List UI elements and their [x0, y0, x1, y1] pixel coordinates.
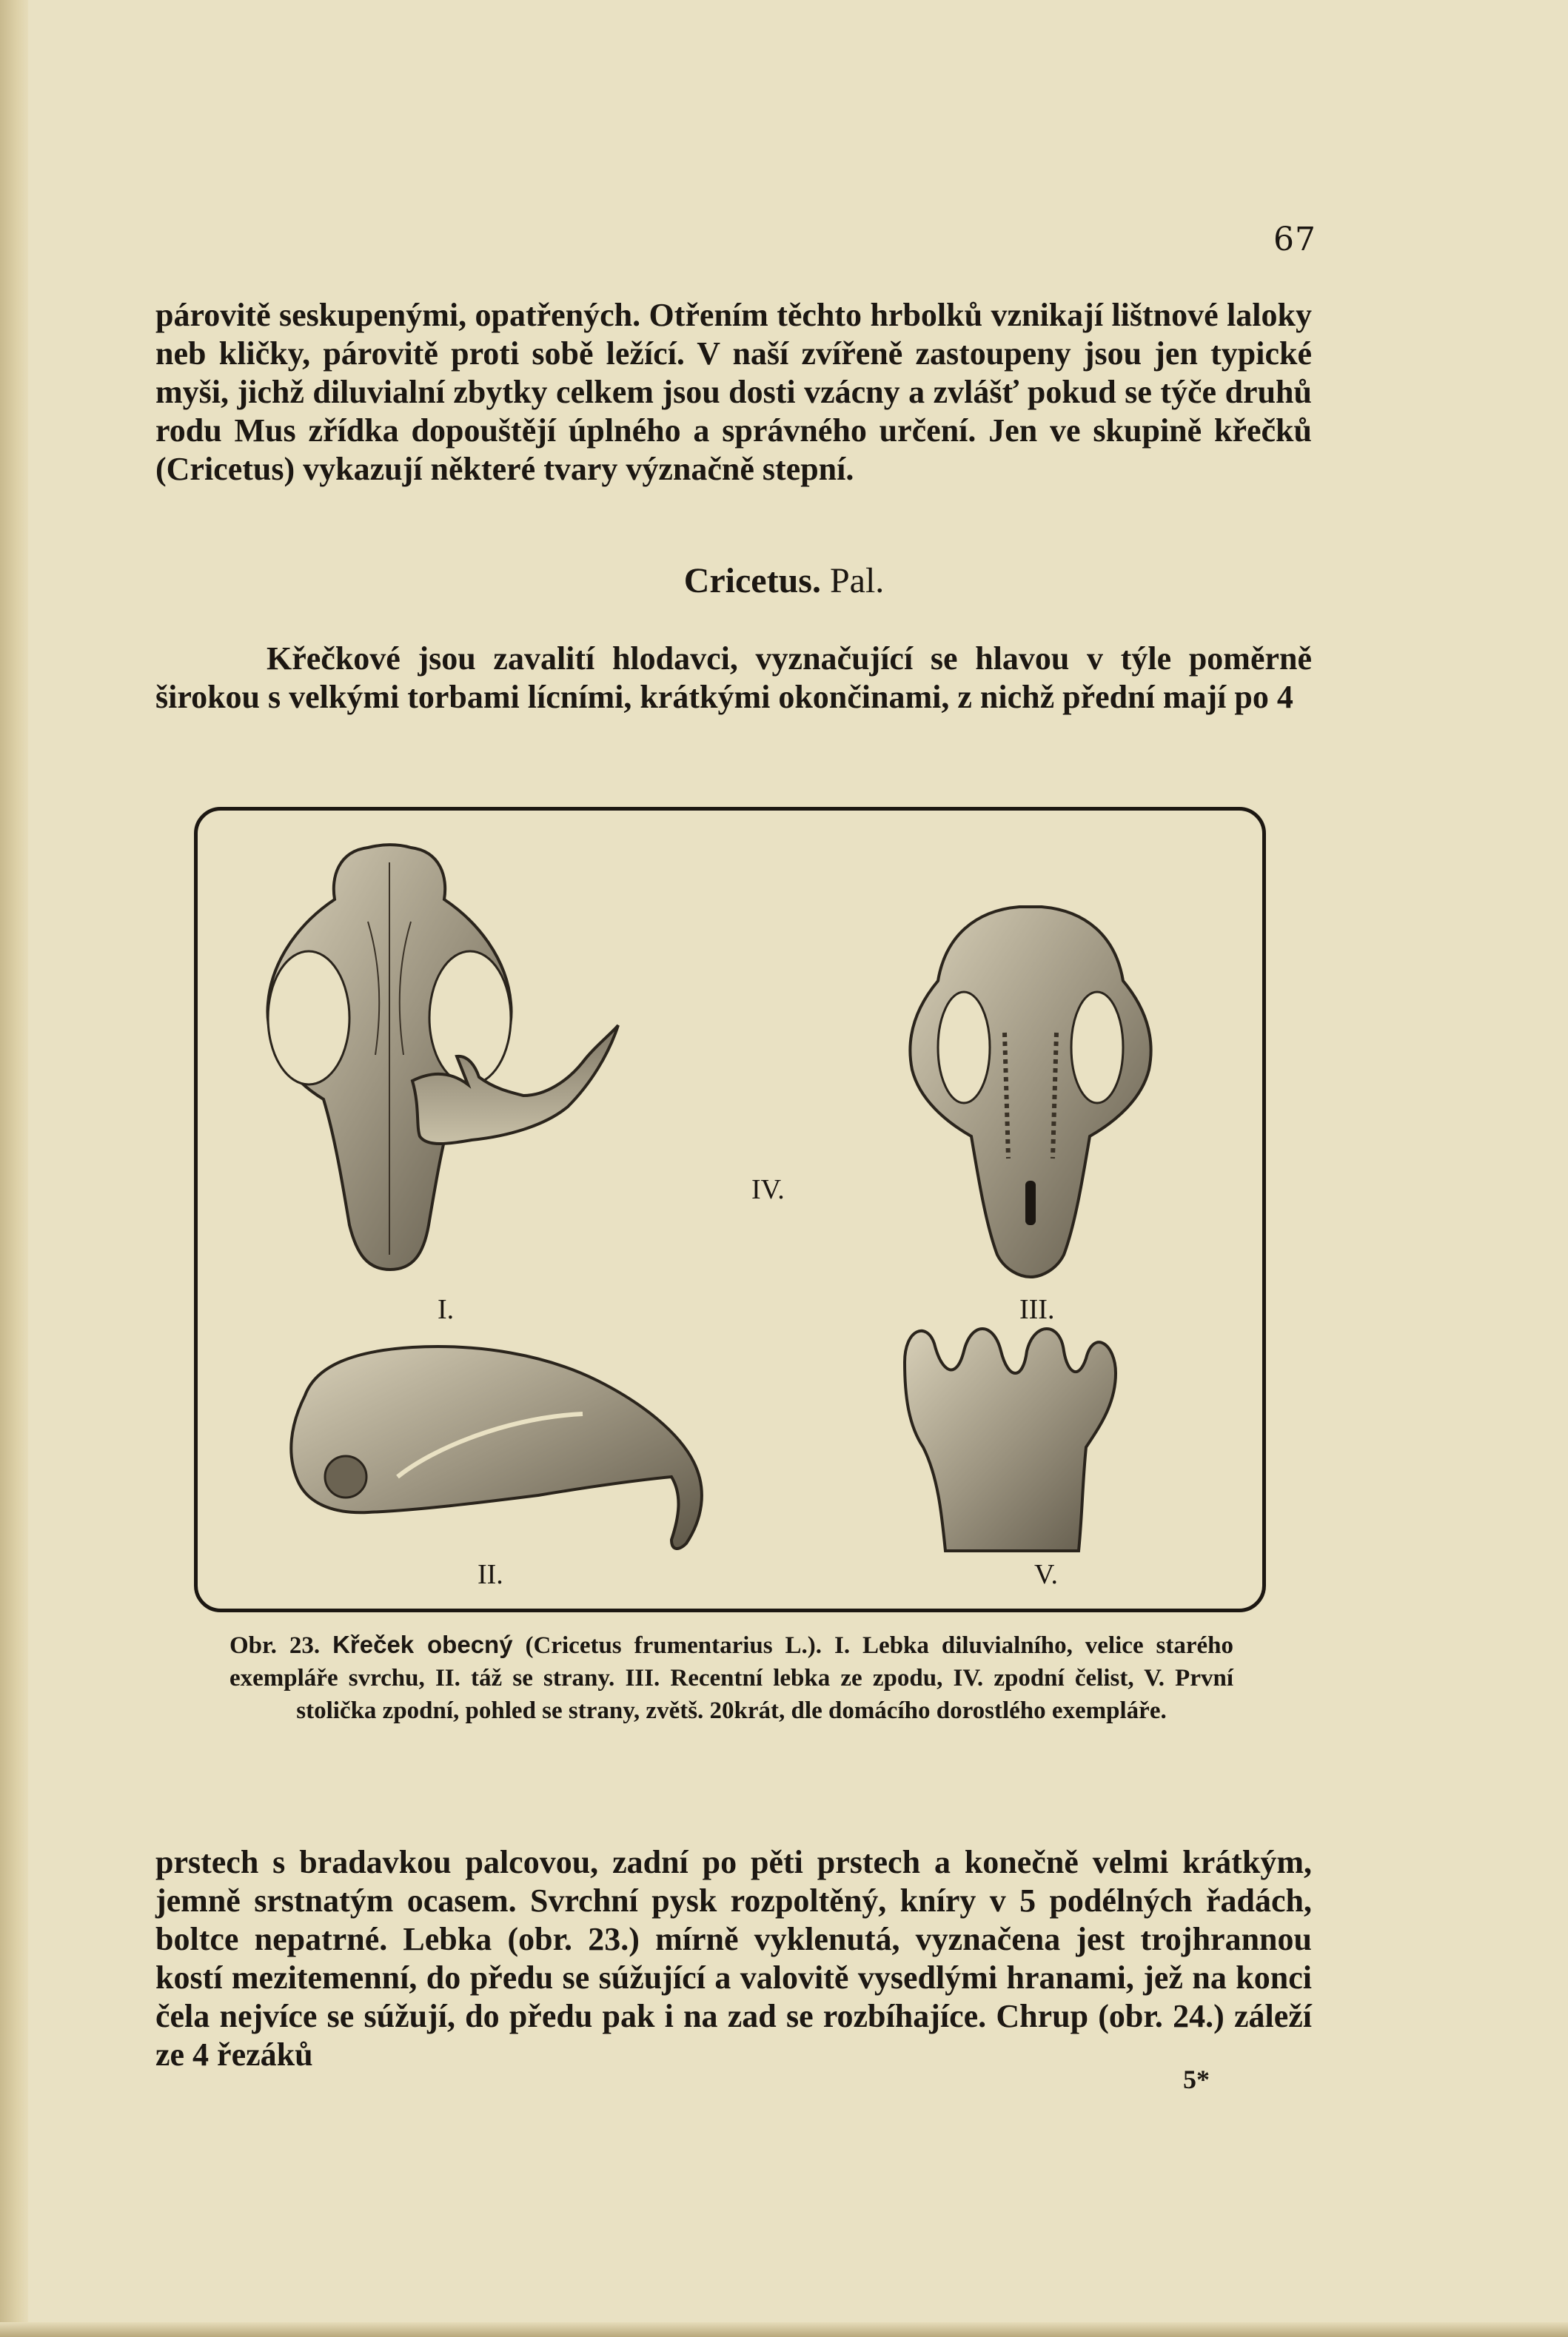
- figure-label-V: V.: [1034, 1559, 1059, 1590]
- caption-text: (Cricetus frumentarius L.). I. Lebka diluvialního, velice starého exempláře svrchu, II. táž se strany. III. Recentní lebka ze zpodu, IV. zpodní čelist, V. První stolička zpodní, pohled se strany, zvětš. 20krát, dle domácího dorostlého exempláře.: [229, 1632, 1234, 1724]
- book-binding-edge: [0, 0, 28, 2337]
- caption-species: Křeček obecný: [332, 1631, 513, 1658]
- paragraph-1: párovitě seskupenými, opatřených. Otřením těchto hrbolků vznikají lištnové laloky neb kličky, párovitě proti sobě ležící. V naší zvířeně zastoupeny jsou jen typické myši, jichž diluvialní zbytky celkem jsou dosti vzácny a zvlášť pokud se týče druhů rodu Mus zřídka dopouštějí úplného a správného určení. Jen ve skupině křečků (Cricetus) vykazují některé tvary význačně stepní.: [155, 297, 1312, 487]
- figure-illustration: [198, 811, 1262, 1609]
- figure-caption: [229, 1629, 1233, 1727]
- section-heading: [0, 560, 1568, 601]
- skull-bottom-view: [910, 907, 1150, 1277]
- signature-mark: 5*: [1183, 2065, 1210, 2094]
- paragraph-3: prstech s bradavkou palcovou, zadní po pěti prstech a konečně velmi krátkým, jemně srstnatým ocasem. Svrchní pysk rozpoltěný, kníry v 5 podélných řadách, boltce nepatrné. Lebka (obr. 23.) mírně vyklenutá, vyznačena jest trojhrannou kostí mezitemenní, do předu se súžující a valovitě vysedlými hranami, jež na konci čela nejvíce se súžují, do předu pak i na zad se rozbíhajíce. Chrup (obr. 24.) záleží ze 4 řezáků: [155, 1844, 1312, 2073]
- skull-side-view: [291, 1347, 702, 1549]
- page-bottom-edge: [0, 2322, 1568, 2337]
- page-number: 67: [1273, 221, 1316, 258]
- figure-label-III: III.: [1019, 1294, 1055, 1325]
- molar-tooth: [905, 1329, 1116, 1551]
- skull-top-view: [267, 845, 511, 1270]
- figure-frame: [194, 807, 1266, 1612]
- figure-label-IV: IV.: [751, 1174, 785, 1205]
- paragraph-2: Křečkové jsou zavalití hlodavci, vyznačující se hlavou v týle poměrně širokou s velkými torbami lícními, krátkými okončinami, z nichž přední mají po 4: [155, 640, 1312, 715]
- figure-label-II: II.: [478, 1559, 503, 1590]
- caption-number: Obr. 23.: [229, 1632, 321, 1659]
- heading-author: Pal.: [829, 561, 885, 600]
- figure-label-I: I.: [438, 1294, 455, 1325]
- heading-genus: Cricetus.: [683, 561, 821, 600]
